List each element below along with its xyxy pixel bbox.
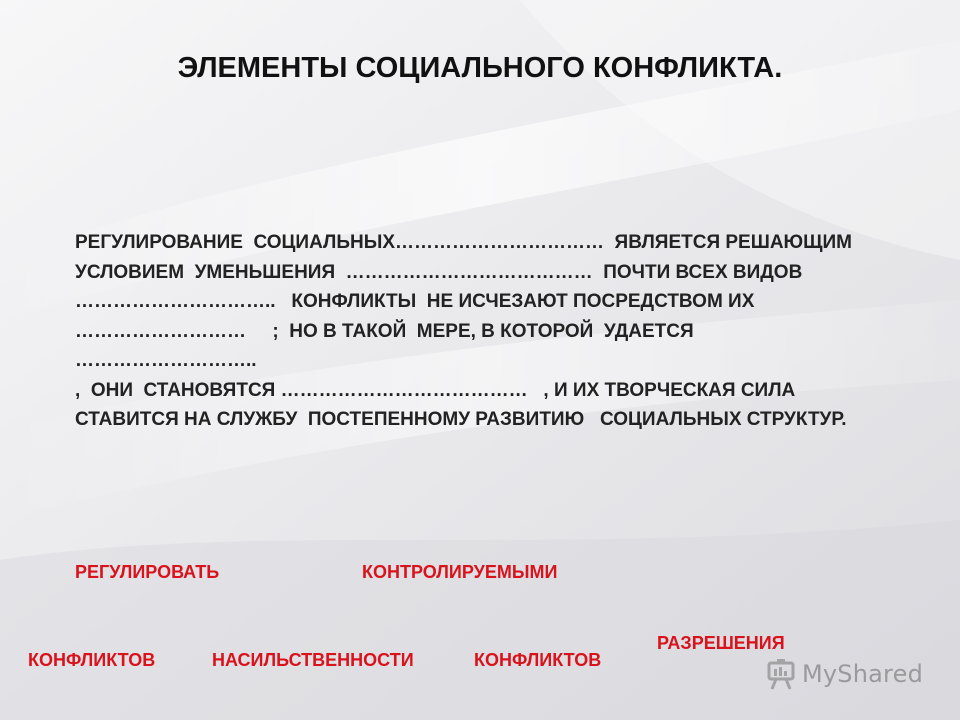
fill-in-paragraph xyxy=(75,228,935,435)
presentation-screen-icon xyxy=(766,658,796,690)
paragraph-line: УСЛОВИЕМ УМЕНЬШЕНИЯ ………………………………… ПОЧТИ ВСЕХ ВИДОВ xyxy=(75,261,803,283)
paragraph-line: РЕГУЛИРОВАНИЕ СОЦИАЛЬНЫХ…………………………… ЯВЛЯЕТСЯ РЕШАЮЩИМ xyxy=(75,232,852,253)
answer-word-konfliktov-1: КОНФЛИКТОВ xyxy=(28,650,156,670)
paragraph-line: , ОНИ СТАНОВЯТСЯ ………………………………… , И ИХ ТВОРЧЕСКАЯ СИЛА xyxy=(75,379,796,401)
paragraph-line: ………………………….. КОНФЛИКТЫ НЕ ИСЧЕЗАЮТ ПОСРЕДСТВОМ ИХ xyxy=(75,291,755,312)
myshared-watermark xyxy=(766,654,936,694)
paragraph-line: ……………………….. xyxy=(75,350,257,371)
watermark-text: MyShared xyxy=(802,660,924,688)
answer-word-razresheniya: РАЗРЕШЕНИЯ xyxy=(657,633,785,653)
paragraph-line: ……………………… ; НО В ТАКОЙ МЕРЕ, В КОТОРОЙ УДАЕТСЯ xyxy=(75,320,694,342)
slide-title: ЭЛЕМЕНТЫ СОЦИАЛЬНОГО КОНФЛИКТА. xyxy=(177,52,783,84)
answer-word-kontroliruemymi: КОНТРОЛИРУЕМЫМИ xyxy=(362,562,558,582)
answer-word-konfliktov-2: КОНФЛИКТОВ xyxy=(474,650,602,670)
paragraph-line: СТАВИТСЯ НА СЛУЖБУ ПОСТЕПЕННОМУ РАЗВИТИЮ СОЦИАЛЬНЫХ СТРУКТУР. xyxy=(75,409,847,430)
answer-word-nasilstvennosti: НАСИЛЬСТВЕННОСТИ xyxy=(212,650,414,670)
answer-word-regulirovat: РЕГУЛИРОВАТЬ xyxy=(75,562,220,582)
